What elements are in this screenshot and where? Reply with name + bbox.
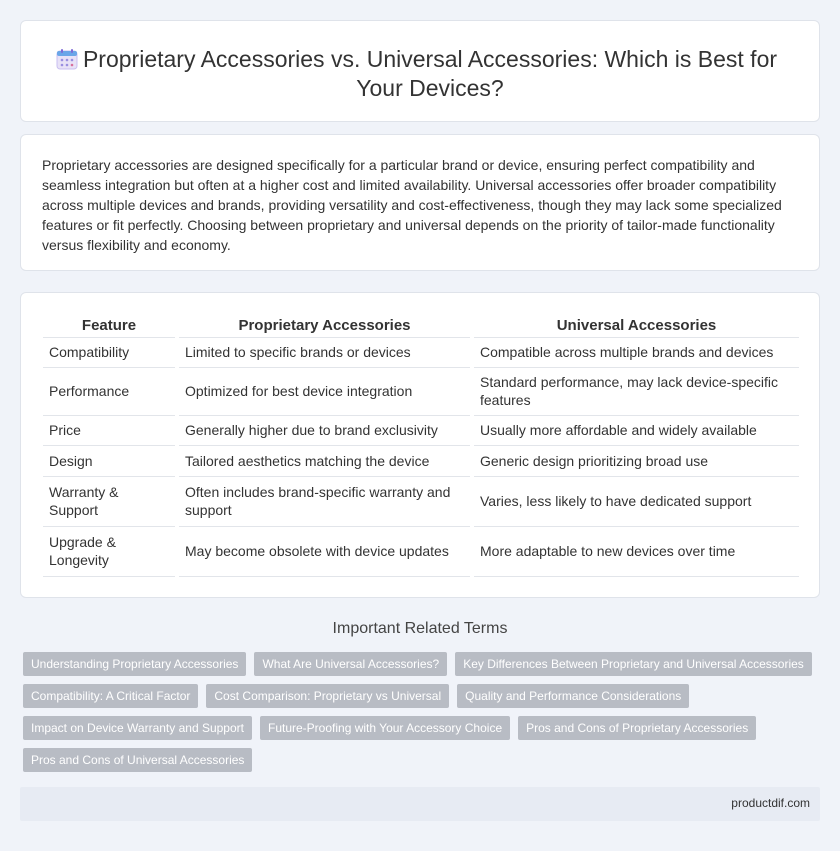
- universal-cell: Standard performance, may lack device-specific features: [472, 367, 799, 415]
- table-row: [43, 367, 799, 415]
- related-term-tag[interactable]: Pros and Cons of Universal Accessories: [23, 748, 252, 772]
- related-term-tag[interactable]: What Are Universal Accessories?: [254, 652, 447, 676]
- related-term-tag[interactable]: Understanding Proprietary Accessories: [23, 652, 246, 676]
- intro-paragraph: Proprietary accessories are designed specifically for a particular brand or device, ensuring perfect compatibility and seamless integration but often at a higher cost and limited availability. Universal accessories offer broader compatibility across multiple devices and brands, providing versatility and cost-effectiveness, though they may lack some specialized features or fit perfectly. Choosing between proprietary and universal depends on the priority of tailor-made functionality versus flexibility and economy.: [42, 157, 782, 253]
- proprietary-cell: May become obsolete with device updates: [177, 526, 472, 576]
- header-proprietary: Proprietary Accessories: [177, 315, 472, 337]
- intro-card: [20, 134, 820, 271]
- comparison-table: [43, 315, 799, 577]
- related-terms-list: [23, 652, 813, 772]
- universal-cell: Usually more affordable and widely available: [472, 415, 799, 445]
- universal-cell: More adaptable to new devices over time: [472, 526, 799, 576]
- related-term-tag[interactable]: Impact on Device Warranty and Support: [23, 716, 252, 740]
- footer-site-link[interactable]: productdif.com: [731, 796, 810, 810]
- proprietary-cell: Limited to specific brands or devices: [177, 337, 472, 367]
- related-term-tag[interactable]: Quality and Performance Considerations: [457, 684, 689, 708]
- table-header-row: [43, 315, 799, 337]
- proprietary-cell: Often includes brand-specific warranty and support: [177, 476, 472, 526]
- table-row: [43, 337, 799, 367]
- header-card: [20, 20, 820, 122]
- header-feature: Feature: [43, 315, 177, 337]
- universal-cell: Compatible across multiple brands and devices: [472, 337, 799, 367]
- header-universal: Universal Accessories: [472, 315, 799, 337]
- related-term-tag[interactable]: Pros and Cons of Proprietary Accessories: [518, 716, 756, 740]
- footer: [20, 787, 820, 821]
- related-term-tag[interactable]: Future-Proofing with Your Accessory Choice: [260, 716, 510, 740]
- feature-cell: Performance: [43, 367, 177, 415]
- feature-cell: Price: [43, 415, 177, 445]
- universal-cell: Varies, less likely to have dedicated support: [472, 476, 799, 526]
- table-row: [43, 476, 799, 526]
- related-terms-heading: Important Related Terms: [332, 620, 508, 637]
- proprietary-cell: Optimized for best device integration: [177, 367, 472, 415]
- feature-cell: Compatibility: [43, 337, 177, 367]
- feature-cell: Design: [43, 445, 177, 476]
- feature-cell: Upgrade & Longevity: [43, 526, 177, 576]
- related-term-tag[interactable]: Cost Comparison: Proprietary vs Universal: [206, 684, 449, 708]
- table-row: [43, 526, 799, 576]
- feature-cell: Warranty & Support: [43, 476, 177, 526]
- proprietary-cell: Generally higher due to brand exclusivity: [177, 415, 472, 445]
- table-row: [43, 445, 799, 476]
- table-row: [43, 415, 799, 445]
- related-term-tag[interactable]: Compatibility: A Critical Factor: [23, 684, 198, 708]
- comparison-table-card: [20, 292, 820, 598]
- proprietary-cell: Tailored aesthetics matching the device: [177, 445, 472, 476]
- page-title: Proprietary Accessories vs. Universal Accessories: Which is Best for Your Devices?: [82, 46, 778, 101]
- related-term-tag[interactable]: Key Differences Between Proprietary and Universal Accessories: [455, 652, 812, 676]
- universal-cell: Generic design prioritizing broad use: [472, 445, 799, 476]
